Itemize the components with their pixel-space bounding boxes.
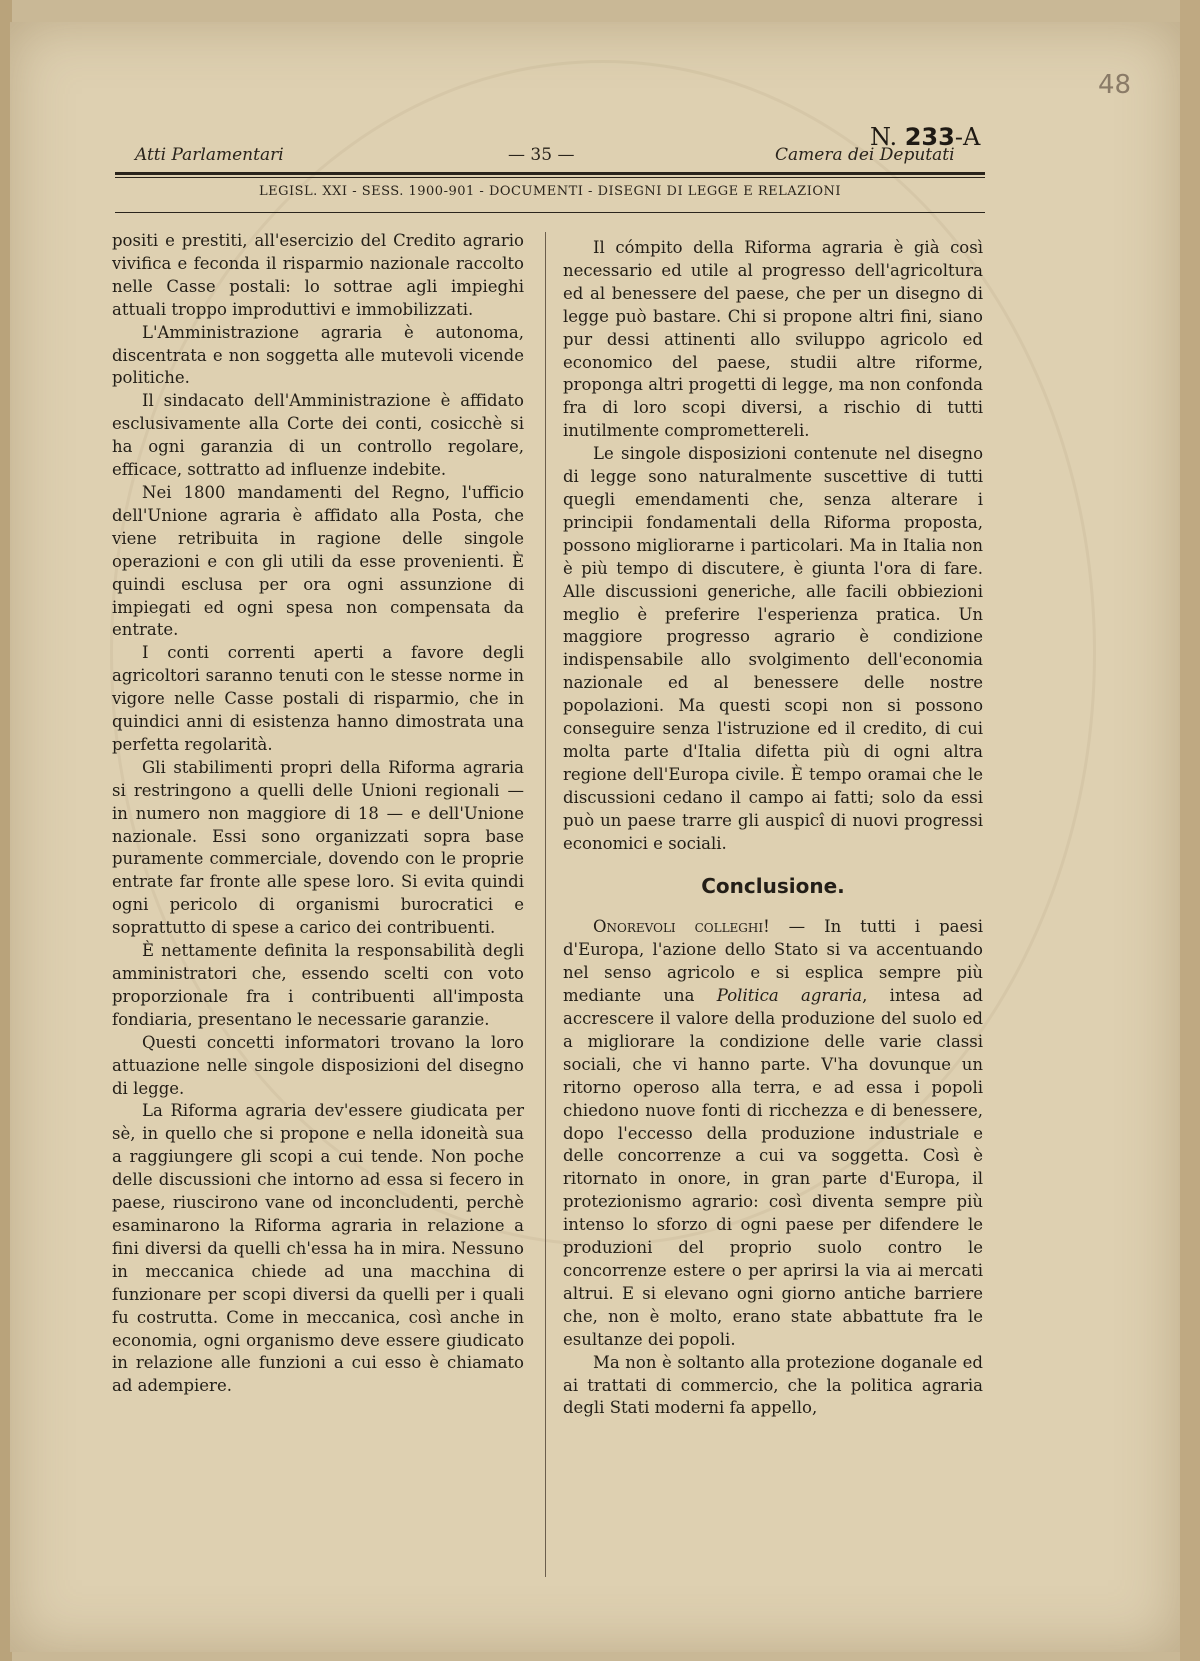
- paragraph: L'Amministrazione agraria è autonoma, discentrata e non soggetta alle mutevoli vicende politiche.: [112, 322, 524, 388]
- document-number-value: 233: [904, 123, 955, 151]
- conclusion-text-b: , intesa ad accrescere il valore della produzione del suolo ed a migliorare la condizione delle varie classi sociali, che vi hanno parte. V'ha dovunque un ritorno operoso alla terra, e ad essa i popoli chiedono nuove fonti di ricchezza e di benessere, dopo l'eccesso della produzione industriale e delle concorrenze a cui va soggetta. Così è ritornato in onore, in gran parte d'Europa, il protezionismo agrario: così diventa sempre più intenso lo sforzo di ogni paese per difendere le produzioni del proprio suolo contro le concorrenze estere o per aprirsi la via ai mercati altrui. E si elevano ogni giorno antiche barriere che, non è molto, erano state abbattute fra le esultanze dei popoli.: [563, 986, 983, 1349]
- header-subtitle: LEGISL. XXI - SESS. 1900-901 - DOCUMENTI - DISEGNI DI LEGGE E RELAZIONI: [258, 184, 842, 199]
- paragraph: positi e prestiti, all'esercizio del Credito agrario vivifica e feconda il risparmio nazionale raccolto nelle Casse postali: lo sottrae agli impieghi attuali troppo improduttivi e immobilizzati.: [112, 231, 524, 319]
- paragraph: Ma non è soltanto alla protezione doganale ed ai trattati di commercio, che la politica agraria degli Stati moderni fa appello,: [563, 1352, 983, 1418]
- right-column: [563, 237, 983, 1420]
- document-number-suffix: -A: [954, 123, 981, 151]
- paragraph: Nei 1800 mandamenti del Regno, l'ufficio dell'Unione agraria è affidato alla Posta, che viene retribuita in ragione delle singole operazioni e con gli utili da esse provenienti. È quindi esclusa per ora ogni assunzione di impiegati ed ogni spesa non compensata da entrate.: [112, 482, 524, 640]
- document-number-prefix: N.: [870, 123, 898, 151]
- paragraph: Questi concetti informatori trovano la loro attuazione nelle singole disposizioni del disegno di legge.: [112, 1032, 524, 1098]
- subheader-rule: [115, 212, 985, 213]
- left-column: [112, 230, 524, 1398]
- politica-agraria-italic: Politica agraria: [716, 986, 863, 1006]
- folio-number: 48: [1098, 70, 1132, 100]
- salutation: Onorevoli colleghi!: [593, 917, 770, 937]
- paragraph: Il sindacato dell'Amministrazione è affidato esclusivamente alla Corte dei conti, cosicchè si ha ogni garanzia di un controllo regolare, efficace, sottratto ad influenze indebite.: [112, 391, 524, 480]
- paragraph: Il cómpito della Riforma agraria è già così necessario ed utile al progresso dell'agricoltura ed al benessere del paese, che per un disegno di legge può bastare. Chi si propone altri fini, siano pur dessi attinenti allo sviluppo agricolo ed economico del paese, studii altre riforme, proponga altri progetti di legge, ma non confonda fra di loro scopi diversi, a rischio di tutti inutilmente compromettereli.: [563, 238, 983, 441]
- header-rule-thin: [115, 177, 985, 178]
- conclusion-text-a: — In tutti i paesi d'Europa, l'azione dello Stato si va accentuando nel senso agricolo e si esplica sempre più mediante una: [563, 917, 983, 1006]
- conclusion-paragraph: [563, 916, 983, 1351]
- page-edge-right: [1180, 0, 1200, 1661]
- column-divider: [545, 232, 546, 1577]
- page-number: — 35 —: [508, 145, 575, 165]
- conclusion-heading: Conclusione.: [701, 874, 845, 899]
- paragraph: I conti correnti aperti a favore degli agricoltori saranno tenuti con le stesse norme in vigore nelle Casse postali di risparmio, che in quindici anni di esistenza hanno dimostrata una perfetta regolarità.: [112, 643, 524, 754]
- paragraph: Le singole disposizioni contenute nel disegno di legge sono naturalmente suscettive di tutti quegli emendamenti che, senza alterare i principii fondamentali della Riforma proposta, possono migliorarne i particolari. Ma in Italia non è più tempo di discutere, è giunta l'ora di fare. Alle discussioni generiche, alle facili obbiezioni meglio è preferire l'esperienza pratica. Un maggiore progresso agrario è condizione indispensabile allo svolgimento dell'economia nazionale ed al benessere delle nostre popolazioni. Ma questi scopi non si possono conseguire senza l'istruzione ed il credito, di cui molta parte d'Italia difetta più di ogni altra regione dell'Europa civile. È tempo oramai che le discussioni cedano il campo ai fatti; solo da essi può un paese trarre gli auspicî di nuovi progressi economici e sociali.: [563, 444, 983, 853]
- paragraph: La Riforma agraria dev'essere giudicata per sè, in quello che si propone e nella idoneità sua a raggiungere gli scopi a cui tende. Non poche delle discussioni che intorno ad essa si fecero in paese, riuscirono vane od inconcludenti, perchè esaminarono la Riforma agraria in relazione a fini diversi da quelli ch'essa ha in mira. Nessuno in meccanica chiede ad una macchina di funzionare per scopi diversi da quelli per i quali fu costrutta. Come in meccanica, così anche in economia, ogni organismo deve essere giudicato in relazione alle funzioni a cui esso è chiamato ad adempiere.: [112, 1101, 524, 1396]
- header-rule-thick: [115, 172, 985, 175]
- header-atti-parlamentari: Atti Parlamentari: [135, 145, 284, 165]
- header-camera-deputati: Camera dei Deputati: [775, 145, 955, 165]
- paragraph: È nettamente definita la responsabilità degli amministratori che, essendo scelti con voto proporzionale fra i contribuenti all'imposta fondiaria, presentano le necessarie garanzie.: [112, 941, 524, 1029]
- paragraph: Gli stabilimenti propri della Riforma agraria si restringono a quelli delle Unioni regionali — in numero non maggiore di 18 — e dell'Unione nazionale. Essi sono organizzati sopra base puramente commerciale, dovendo con le proprie entrate far fronte alle spese loro. Si evita quindi ogni pericolo di organismi burocratici e soprattutto di spese a carico dei contribuenti.: [112, 757, 524, 938]
